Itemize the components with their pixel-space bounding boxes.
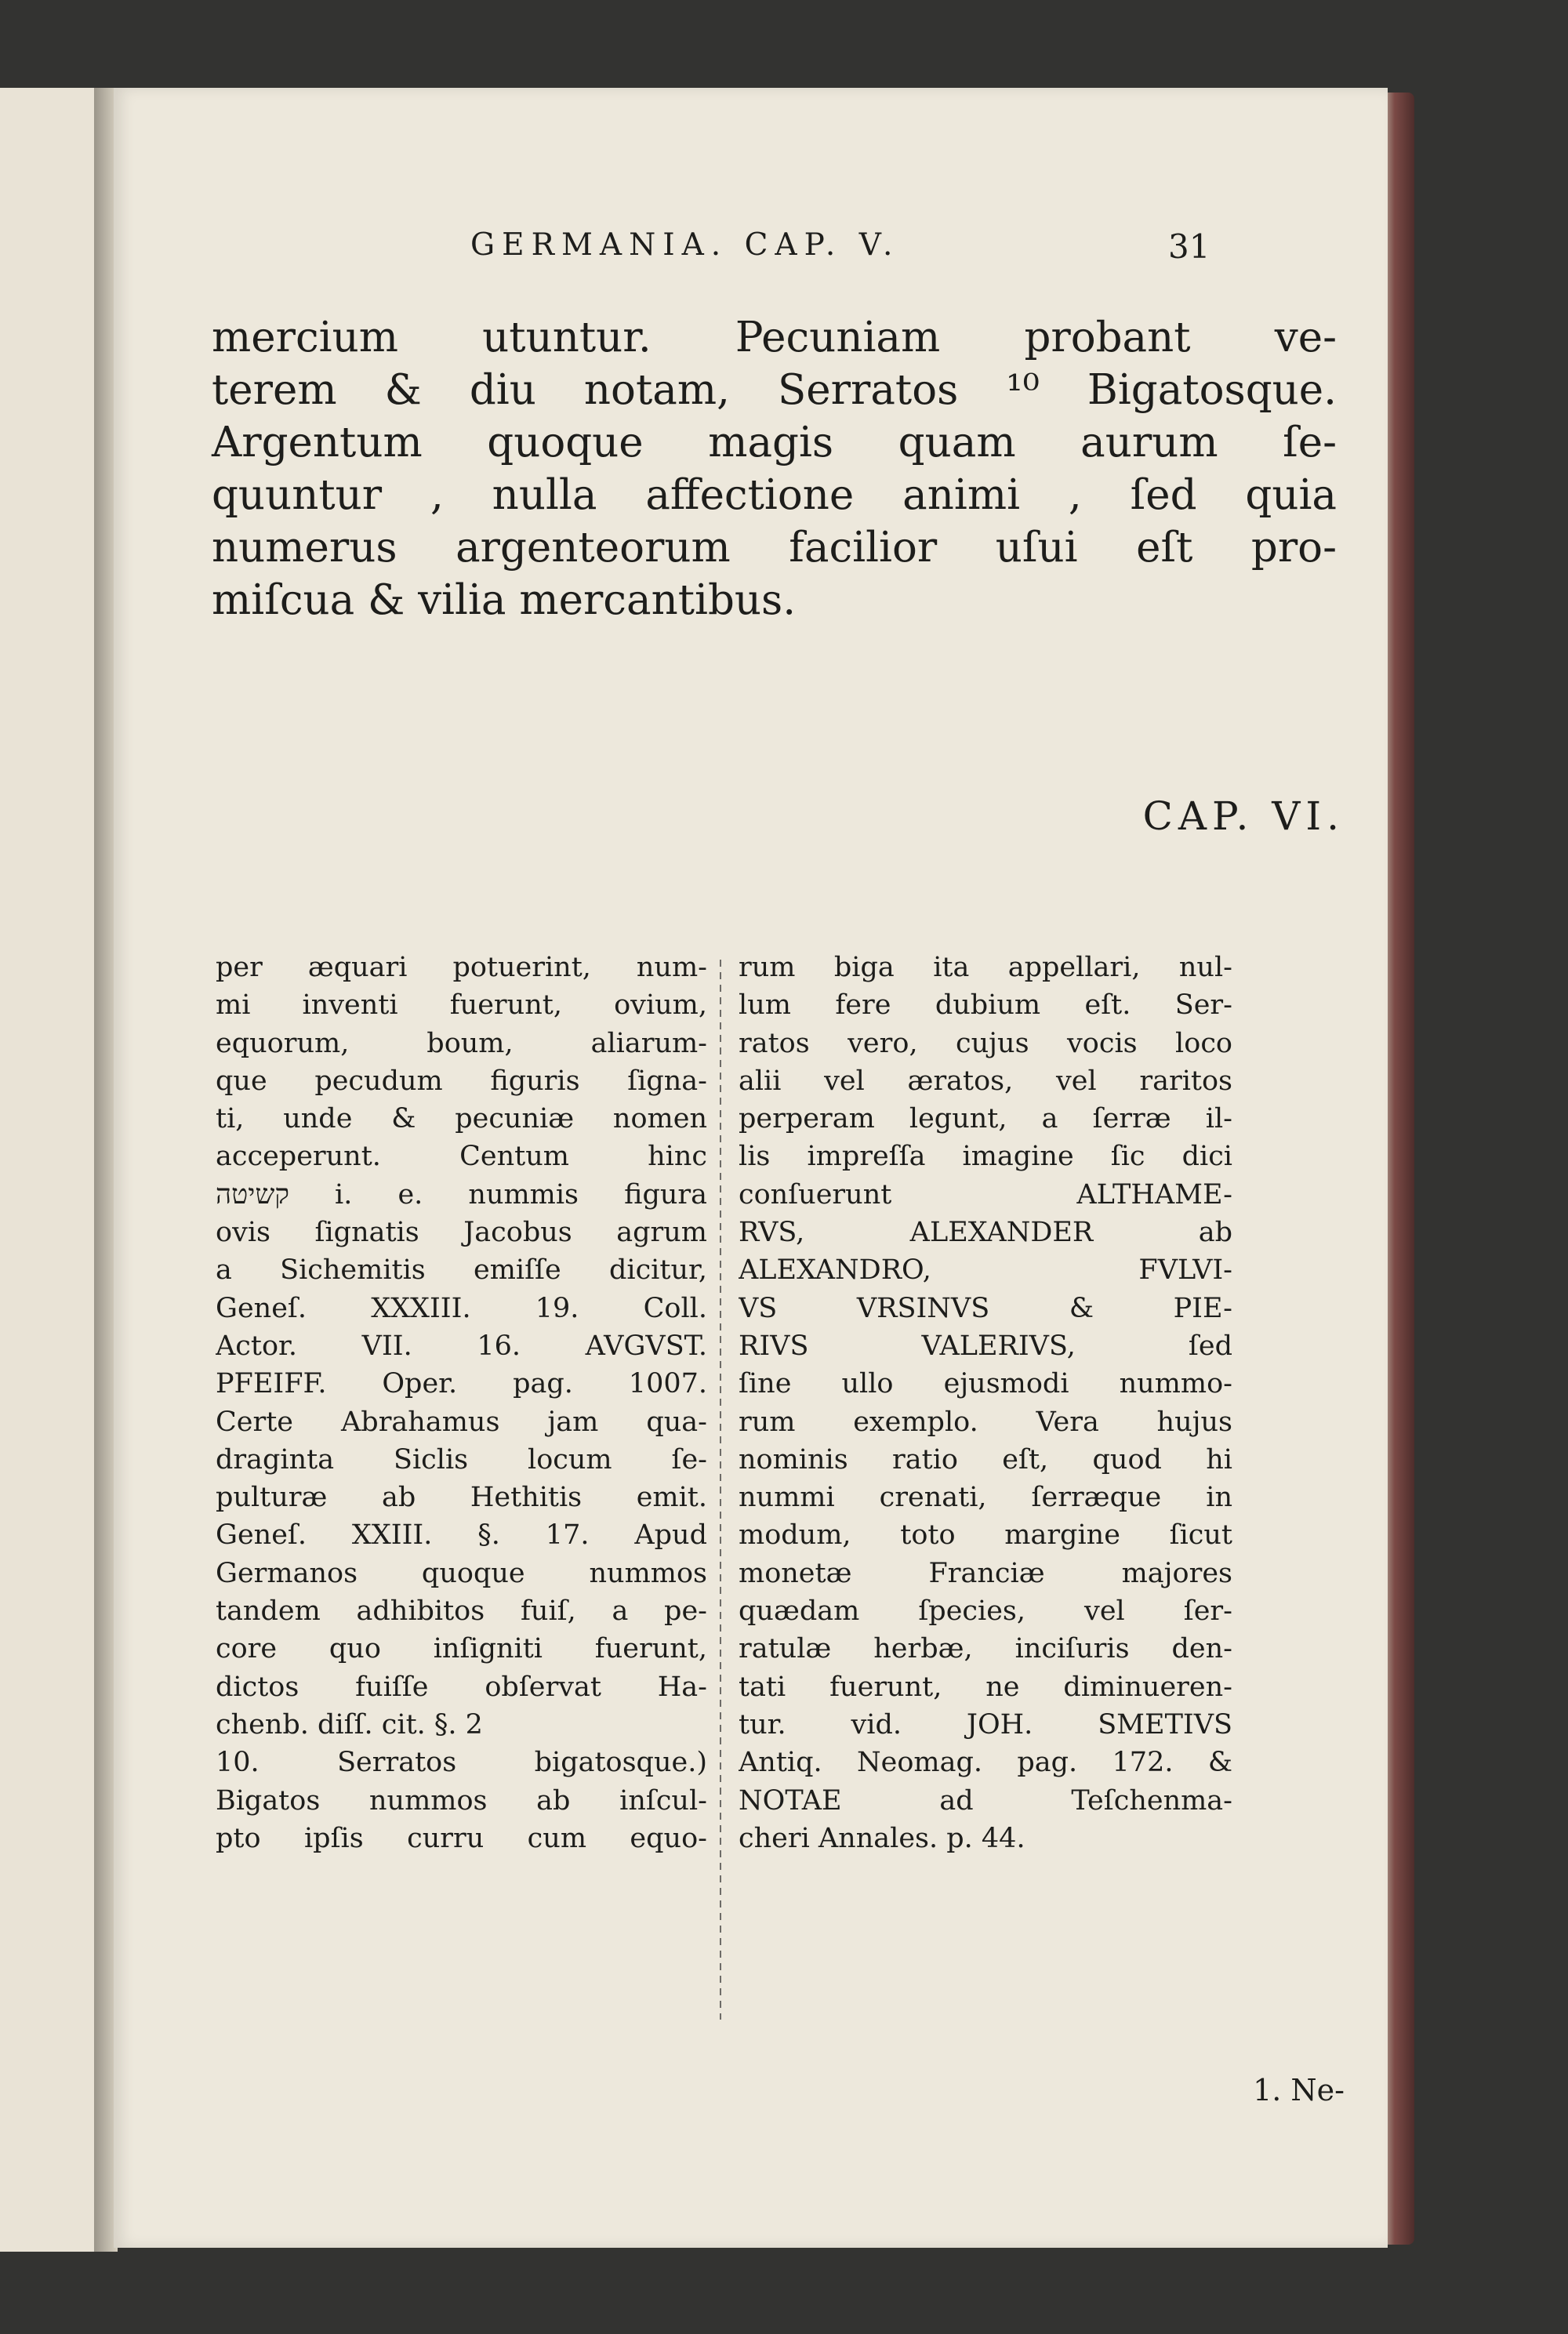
note-line: Bigatos nummos ab inſcul- [216, 1784, 707, 1817]
note-line: tati fuerunt, ne diminueren- [739, 1671, 1232, 1703]
note-line: ſine ullo ejusmodi nummo- [739, 1368, 1232, 1400]
note-line: acceperunt. Centum hinc [216, 1141, 707, 1173]
note-line: NOTAE ad Teſchenma- [739, 1784, 1232, 1817]
note-line: chenb. diſſ. cit. §. 2 [216, 1708, 483, 1741]
notes-left-column [216, 949, 707, 1857]
note-line: Germanos quoque nummos [216, 1557, 707, 1589]
notes-right-column [739, 949, 1232, 1857]
note-line: rum biga ita appellari, nul- [739, 952, 1232, 983]
chapter-heading: CAP. VI. [1142, 793, 1345, 839]
note-line: tur. vid. JOH. SMETIVS [739, 1708, 1232, 1741]
note-line: nominis ratio eſt, quod hi [739, 1443, 1232, 1476]
note-line: dictos fuiſſe obſervat Ha- [216, 1671, 707, 1703]
note-line: perperam legunt, a ſerræ il- [739, 1103, 1232, 1135]
note-line: pto ipſis curru cum equo- [216, 1822, 707, 1854]
note-line: pulturæ ab Hethitis emit. [216, 1482, 707, 1514]
note-line: que pecudum figuris ſigna- [216, 1065, 707, 1097]
note-line: cheri Annales. p. 44. [739, 1822, 1025, 1854]
note-line: equorum, boum, aliarum- [216, 1027, 707, 1059]
note-line: lum fere dubium eſt. Ser- [739, 989, 1232, 1022]
note-line: draginta Siclis locum ſe- [216, 1443, 707, 1476]
note-line: קשיטה i. e. nummis figura [216, 1178, 707, 1211]
note-line: VS VRSINVS & PIE- [739, 1292, 1232, 1324]
note-line: Antiq. Neomag. pag. 172. & [739, 1747, 1232, 1779]
note-line: modum, toto margine ſicut [739, 1519, 1232, 1552]
note-line: per æquari potuerint, num- [216, 952, 707, 983]
note-line: alii vel æratos, vel raritos [739, 1065, 1232, 1097]
page-number: 31 [1168, 227, 1210, 266]
main-text-line: Argentum quoque magis quam aurum ſe- [212, 419, 1337, 466]
note-line: nummi crenati, ſerræque in [739, 1482, 1232, 1514]
note-line: PFEIFF. Oper. pag. 1007. [216, 1368, 707, 1400]
note-line: mi inventi fuerunt, ovium, [216, 989, 707, 1022]
note-line: lis impreſſa imagine ſic dici [739, 1141, 1232, 1173]
main-text-line: quuntur , nulla affectione animi , ſed quia [212, 471, 1337, 519]
facing-page-edge [0, 88, 103, 2252]
note-line: Actor. VII. 16. AVGVST. [216, 1330, 707, 1362]
note-line: ratos vero, cujus vocis loco [739, 1027, 1232, 1059]
note-line: rum exemplo. Vera hujus [739, 1406, 1232, 1438]
note-line: quædam ſpecies, vel ſer- [739, 1595, 1232, 1628]
note-line: ti, unde & pecuniæ nomen [216, 1103, 707, 1135]
note-line: RVS, ALEXANDER ab [739, 1217, 1232, 1249]
note-line: ratulæ herbæ, inciſuris den- [739, 1633, 1232, 1665]
note-line: ovis ſignatis Jacobus agrum [216, 1217, 707, 1249]
catchword: 1. Ne- [1253, 2073, 1345, 2107]
running-title: GERMANIA. CAP. V. [470, 227, 900, 263]
main-text-block [212, 311, 1337, 626]
main-text-line: miſcua & vilia mercantibus. [212, 576, 797, 624]
main-text-line: mercium utuntur. Pecuniam probant ve- [212, 314, 1337, 361]
note-line: core quo inſigniti fuerunt, [216, 1633, 707, 1665]
note-line: 10. Serratos bigatosque.) [216, 1747, 707, 1779]
note-line: conſuerunt ALTHAME- [739, 1178, 1232, 1211]
column-divider [720, 960, 721, 2020]
note-line: ALEXANDRO, FVLVI- [739, 1254, 1232, 1287]
note-line: tandem adhibitos fuiſ, a pe- [216, 1595, 707, 1628]
note-line: monetæ Franciæ majores [739, 1557, 1232, 1589]
note-line: Certe Abrahamus jam qua- [216, 1406, 707, 1438]
note-line: RIVS VALERIVS, ſed [739, 1330, 1232, 1362]
main-text-line: terem & diu notam, Serratos ¹⁰ Bigatosque. [212, 366, 1337, 414]
note-line: Geneſ. XXXIII. 19. Coll. [216, 1292, 707, 1324]
note-line: Geneſ. XXIII. §. 17. Apud [216, 1519, 707, 1552]
note-line: a Sichemitis emiſſe dicitur, [216, 1254, 707, 1287]
main-text-line: numerus argenteorum facilior uſui eſt pro- [212, 524, 1337, 572]
book-page [114, 88, 1388, 2248]
